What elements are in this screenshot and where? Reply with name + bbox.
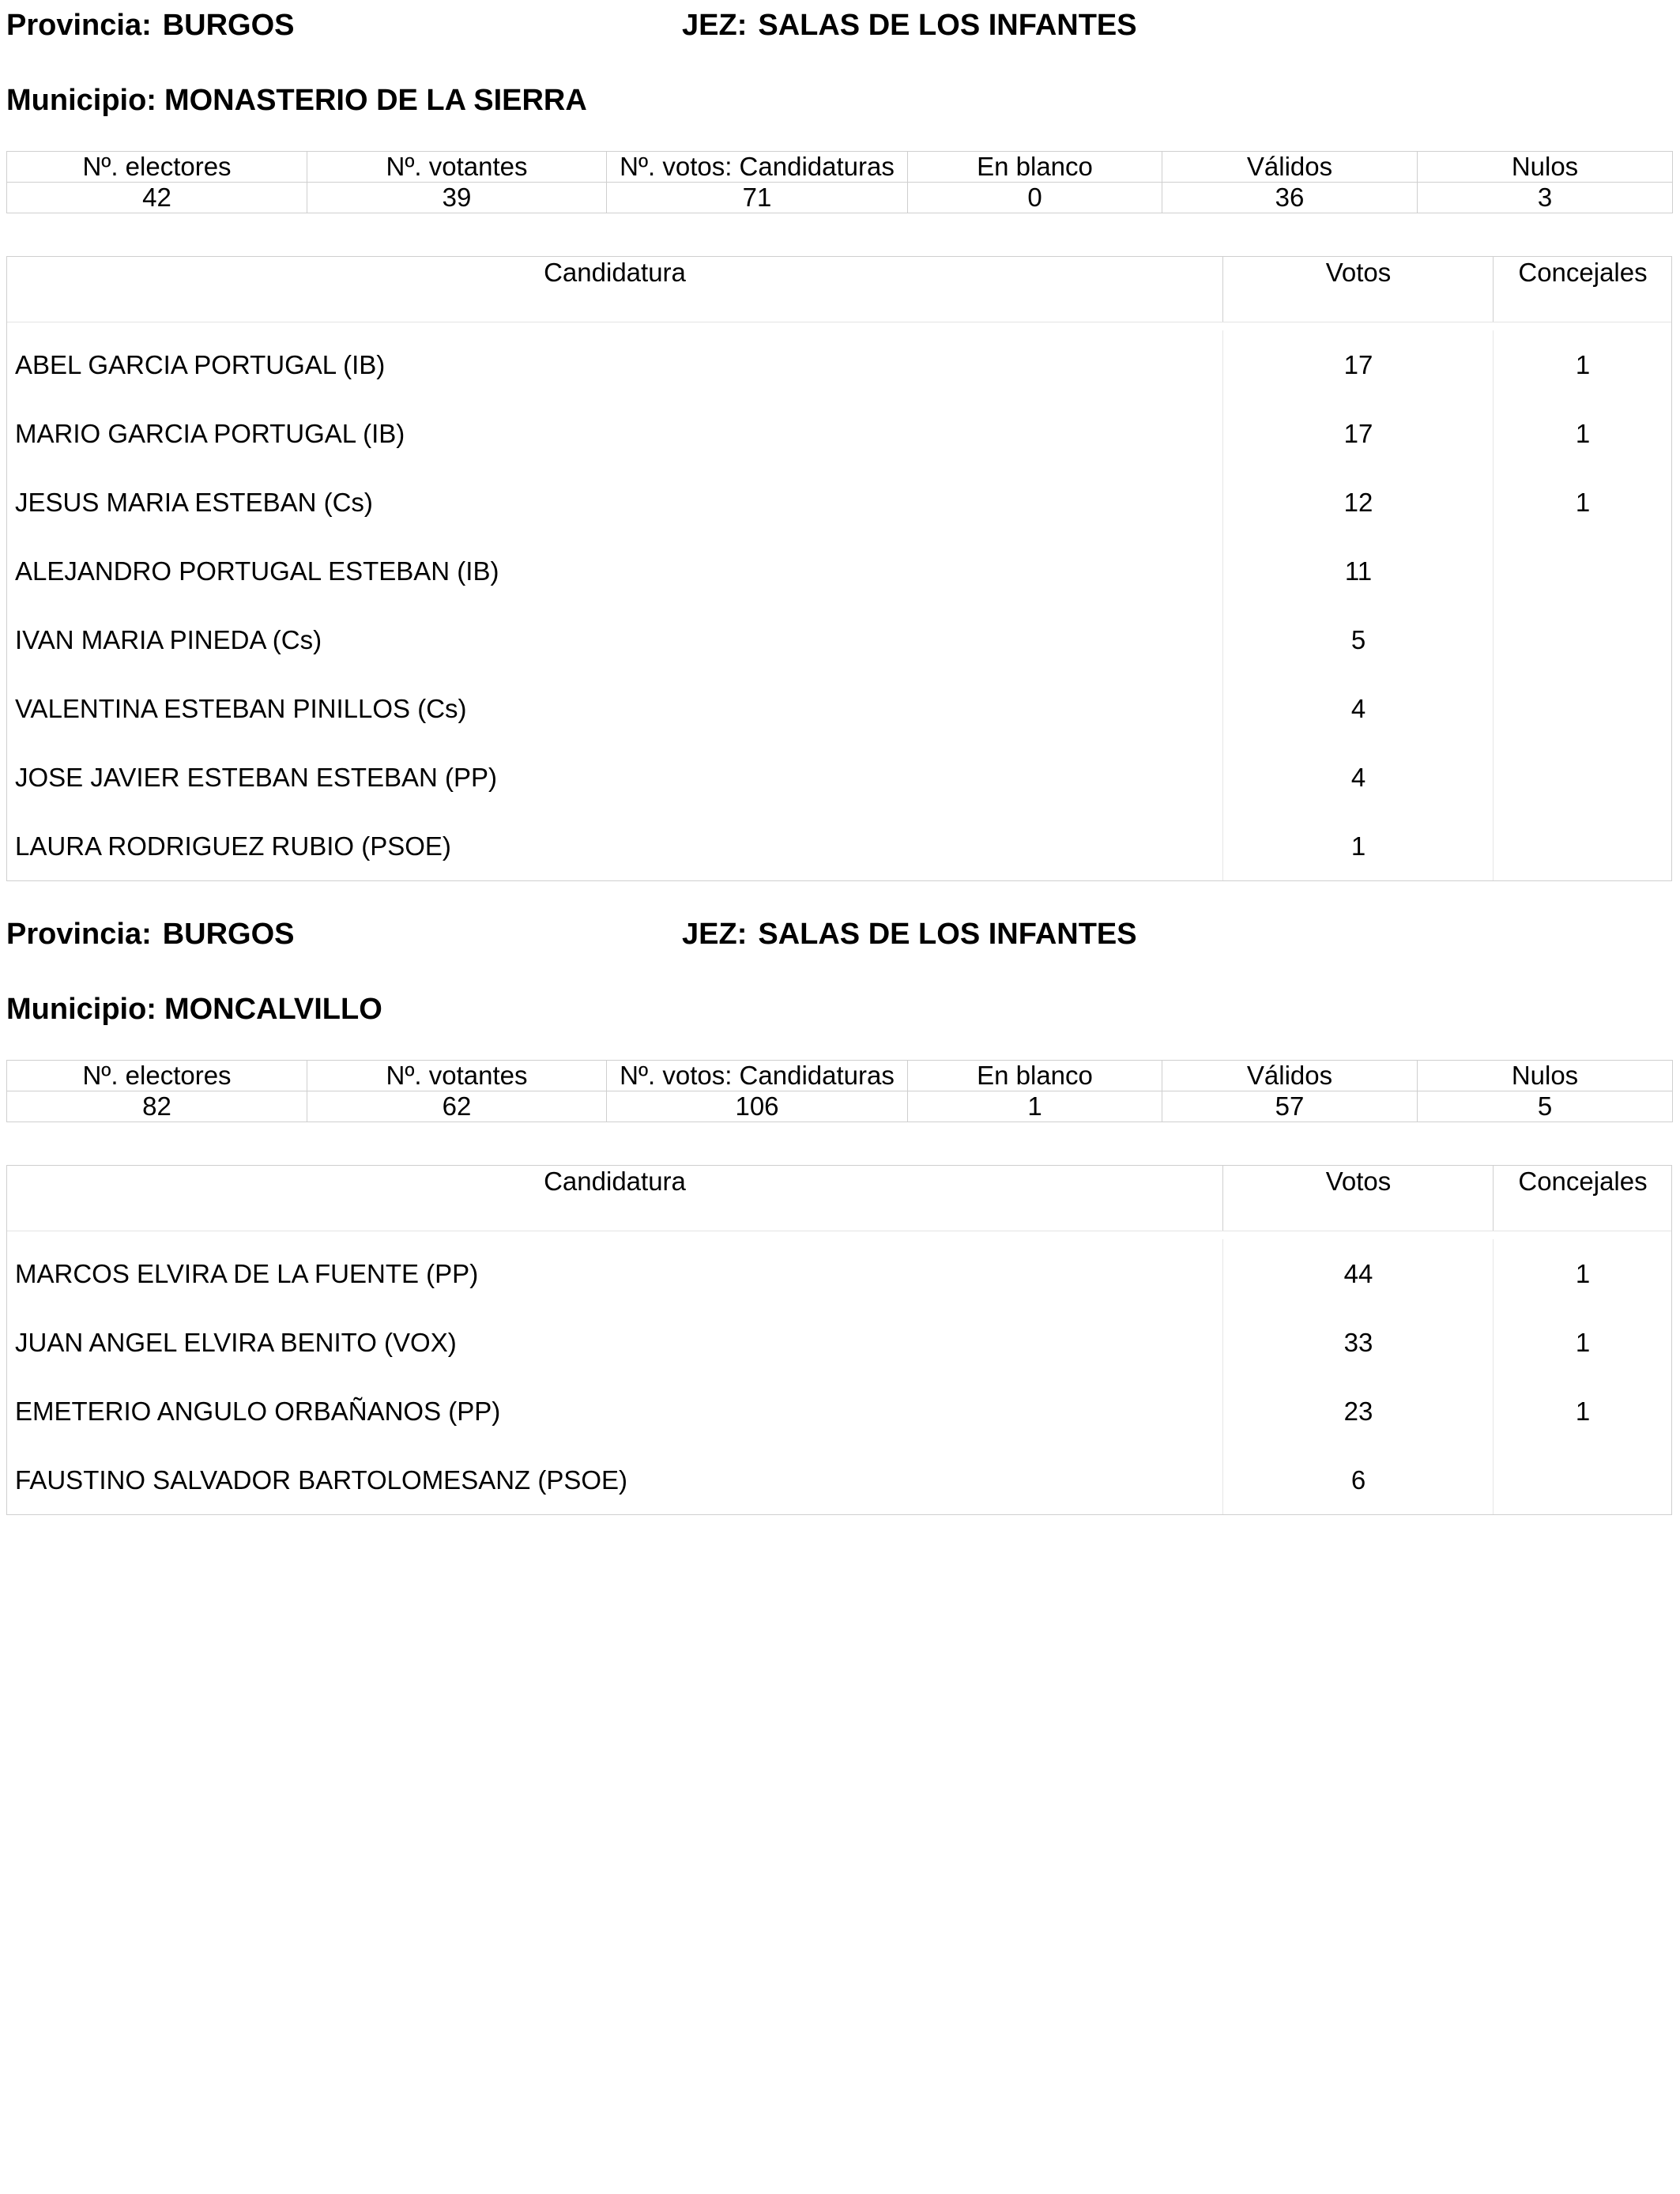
stats-header-votos-candidaturas: Nº. votos: Candidaturas: [607, 1061, 908, 1091]
candidates-table: [6, 256, 1672, 881]
candidate-votos: 11: [1222, 537, 1494, 605]
candidate-name: VALENTINA ESTEBAN PINILLOS (Cs): [15, 694, 467, 723]
candidate-name: ALEJANDRO PORTUGAL ESTEBAN (IB): [15, 556, 499, 586]
candidate-votos: 17: [1222, 399, 1494, 468]
stats-votantes: 62: [307, 1091, 607, 1122]
candidate-concejales: [1493, 812, 1672, 880]
candidates-table: [6, 1165, 1672, 1515]
header-votos: Votos: [1222, 1166, 1494, 1231]
candidate-concejales: [1493, 1446, 1672, 1514]
candidate-concejales: 1: [1493, 1308, 1672, 1377]
candidate-votos: 17: [1222, 330, 1494, 399]
table-row: [7, 1308, 1671, 1377]
stats-validos: 57: [1162, 1091, 1418, 1122]
stats-votos-candidaturas: 71: [607, 183, 908, 213]
stats-header-votos-candidaturas: Nº. votos: Candidaturas: [607, 152, 908, 183]
candidate-name: EMETERIO ANGULO ORBAÑANOS (PP): [15, 1397, 501, 1426]
candidate-votos: 33: [1222, 1308, 1494, 1377]
municipio-heading: [6, 991, 382, 1027]
jez-value: SALAS DE LOS INFANTES: [758, 918, 1137, 951]
candidate-votos: 23: [1222, 1377, 1494, 1446]
stats-electores: 42: [7, 183, 307, 213]
candidate-name: JESUS MARIA ESTEBAN (Cs): [15, 488, 373, 517]
candidates-body: [7, 1231, 1671, 1514]
header-concejales: Concejales: [1493, 1166, 1672, 1231]
candidate-concejales: 1: [1493, 330, 1672, 399]
table-row: [7, 743, 1671, 812]
stats-header-votantes: Nº. votantes: [307, 1061, 607, 1091]
stats-header-row: [7, 1061, 1673, 1091]
table-row: [7, 537, 1671, 605]
candidate-concejales: [1493, 537, 1672, 605]
candidate-concejales: 1: [1493, 399, 1672, 468]
header-concejales: Concejales: [1493, 257, 1672, 322]
jez-label: JEZ:: [682, 918, 748, 951]
candidates-header: [7, 257, 1671, 322]
stats-en-blanco: 1: [908, 1091, 1162, 1122]
candidate-votos: 4: [1222, 674, 1494, 743]
stats-header-row: [7, 152, 1673, 183]
municipio-value: MONCALVILLO: [164, 993, 382, 1026]
table-row: [7, 674, 1671, 743]
candidate-concejales: [1493, 743, 1672, 812]
candidates-body: [7, 322, 1671, 880]
table-row: [7, 605, 1671, 674]
provincia-label: Provincia:: [6, 918, 152, 951]
provincia-heading: [6, 7, 295, 43]
stats-table: [6, 151, 1673, 213]
candidate-concejales: 1: [1493, 1239, 1672, 1308]
municipio-label: Municipio:: [6, 993, 156, 1026]
provincia-value: BURGOS: [162, 918, 295, 951]
stats-header-nulos: Nulos: [1418, 152, 1673, 183]
candidate-name: MARIO GARCIA PORTUGAL (IB): [15, 419, 405, 448]
header-votos: Votos: [1222, 257, 1494, 322]
candidate-name: JUAN ANGEL ELVIRA BENITO (VOX): [15, 1328, 457, 1357]
header-candidatura: Candidatura: [544, 1167, 686, 1196]
municipio-label: Municipio:: [6, 84, 156, 117]
provincia-value: BURGOS: [162, 9, 295, 42]
header-candidatura: Candidatura: [544, 258, 686, 287]
stats-header-en-blanco: En blanco: [908, 1061, 1162, 1091]
candidate-concejales: 1: [1493, 468, 1672, 537]
provincia-label: Provincia:: [6, 9, 152, 42]
candidate-concejales: [1493, 605, 1672, 674]
municipio-heading: [6, 82, 587, 119]
municipio-value: MONASTERIO DE LA SIERRA: [164, 84, 587, 117]
stats-value-row: [7, 1091, 1673, 1122]
stats-electores: 82: [7, 1091, 307, 1122]
candidate-name: IVAN MARIA PINEDA (Cs): [15, 625, 322, 654]
candidate-name: MARCOS ELVIRA DE LA FUENTE (PP): [15, 1259, 479, 1288]
candidate-name: ABEL GARCIA PORTUGAL (IB): [15, 350, 386, 379]
stats-votos-candidaturas: 106: [607, 1091, 908, 1122]
stats-header-nulos: Nulos: [1418, 1061, 1673, 1091]
stats-nulos: 3: [1418, 183, 1673, 213]
candidate-votos: 1: [1222, 812, 1494, 880]
stats-header-en-blanco: En blanco: [908, 152, 1162, 183]
table-row: [7, 1239, 1671, 1308]
candidate-votos: 4: [1222, 743, 1494, 812]
candidate-votos: 6: [1222, 1446, 1494, 1514]
stats-header-validos: Válidos: [1162, 152, 1418, 183]
candidate-votos: 44: [1222, 1239, 1494, 1308]
candidate-name: LAURA RODRIGUEZ RUBIO (PSOE): [15, 831, 451, 861]
stats-en-blanco: 0: [908, 183, 1162, 213]
stats-nulos: 5: [1418, 1091, 1673, 1122]
table-row: [7, 1377, 1671, 1446]
table-row: [7, 812, 1671, 880]
candidate-votos: 5: [1222, 605, 1494, 674]
provincia-heading: [6, 916, 295, 952]
candidate-concejales: 1: [1493, 1377, 1672, 1446]
table-row: [7, 1446, 1671, 1514]
jez-heading: [682, 916, 1137, 952]
candidate-name: JOSE JAVIER ESTEBAN ESTEBAN (PP): [15, 763, 498, 792]
stats-header-electores: Nº. electores: [7, 1061, 307, 1091]
table-row: [7, 468, 1671, 537]
stats-header-votantes: Nº. votantes: [307, 152, 607, 183]
candidates-header: [7, 1166, 1671, 1231]
jez-value: SALAS DE LOS INFANTES: [758, 9, 1137, 42]
candidate-concejales: [1493, 674, 1672, 743]
jez-heading: [682, 7, 1137, 43]
table-row: [7, 330, 1671, 399]
candidate-name: FAUSTINO SALVADOR BARTOLOMESANZ (PSOE): [15, 1465, 628, 1495]
stats-validos: 36: [1162, 183, 1418, 213]
candidate-votos: 12: [1222, 468, 1494, 537]
stats-value-row: [7, 183, 1673, 213]
jez-label: JEZ:: [682, 9, 748, 42]
stats-votantes: 39: [307, 183, 607, 213]
stats-table: [6, 1060, 1673, 1122]
stats-header-electores: Nº. electores: [7, 152, 307, 183]
stats-header-validos: Válidos: [1162, 1061, 1418, 1091]
table-row: [7, 399, 1671, 468]
